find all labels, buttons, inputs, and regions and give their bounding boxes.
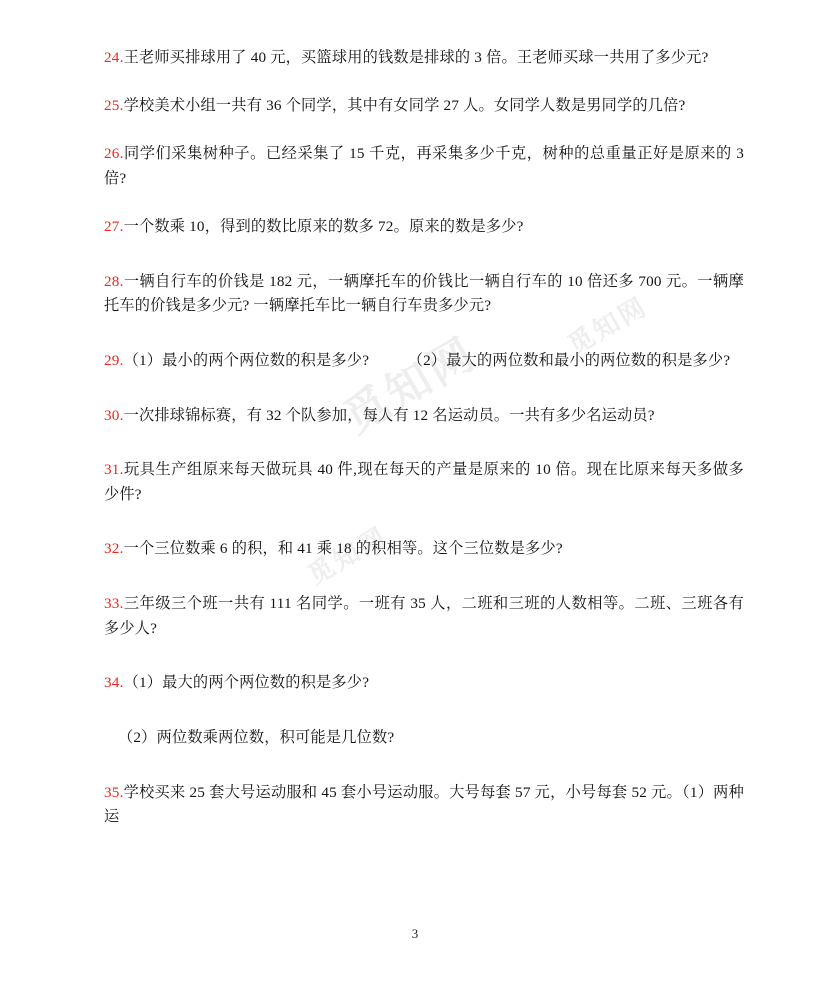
question-text: 一个三位数乘 6 的积，和 41 乘 18 的积相等。这个三位数是多少? [123, 540, 563, 558]
question-number: 28. [104, 272, 124, 290]
page-number: 3 [411, 926, 419, 941]
question-text: 三年级三个班一共有 111 名同学。一班有 35 人，二班和三班的人数相等。二班、三班各有多少人? [104, 595, 744, 637]
question-text: 同学们采集树种子。已经采集了 15 千克，再采集多少千克，树种的总重量正好是原来的 3 倍? [104, 145, 744, 187]
question-item [104, 94, 744, 119]
question-text: 一辆自行车的价钱是 182 元，一辆摩托车的价钱比一辆自行车的 10 倍还多 700 元。一辆摩托车的价钱是多少元? 一辆摩托车比一辆自行车贵多少元? [104, 272, 744, 315]
question-number: 32. [104, 540, 124, 558]
question-number: 25. [104, 97, 124, 115]
question-text: 玩具生产组原来每天做玩具 40 件,现在每天的产量是原来的 10 倍。现在比原来每天多做多少件? [104, 461, 744, 503]
question-item [104, 142, 744, 191]
question-item [104, 781, 744, 830]
question-number: 24. [104, 49, 124, 66]
question-item [104, 537, 744, 562]
question-number: 30. [104, 406, 124, 424]
question-text: （2）两位数乘两位数，积可能是几位数? [118, 728, 395, 746]
question-item [104, 46, 744, 71]
question-text: 学校买来 25 套大号运动服和 45 套小号运动服。大号每套 57 元，小号每套 52 元。（1）两种运 [104, 783, 744, 826]
question-text: （1）最小的两个两位数的积是多少? （2）最大的两位数和最小的两位数的积是多少? [123, 351, 731, 369]
question-number: 34. [104, 674, 124, 692]
question-text: 王老师买排球用了 40 元，买篮球用的钱数是排球的 3 倍。王老师买球一共用了多少元? [123, 49, 709, 66]
question-text: 一个数乘 10，得到的数比原来的数多 72。原来的数是多少? [123, 218, 524, 235]
question-number: 29. [104, 351, 124, 369]
question-item [104, 349, 744, 374]
watermark-main: 觅知网 [336, 328, 486, 443]
question-number: 35. [104, 783, 124, 801]
question-text: 一次排球锦标赛，有 32 个队参加，每人有 12 名运动员。一共有多少名运动员? [123, 406, 655, 424]
question-number: 33. [104, 595, 124, 612]
question-item [104, 458, 744, 507]
question-item [104, 592, 744, 641]
watermark-tertiary: 觅知网 [562, 290, 653, 361]
question-item [104, 671, 744, 696]
question-number: 27. [104, 218, 124, 235]
question-item [104, 404, 744, 429]
question-number: 31. [104, 461, 124, 479]
question-text: （1）最大的两个两位数的积是多少? [123, 674, 370, 692]
question-item [104, 270, 744, 319]
question-item [104, 726, 744, 751]
watermark-secondary: 觅知网 [302, 520, 393, 591]
question-text: 学校美术小组一共有 36 个同学，其中有女同学 27 人。女同学人数是男同学的几倍? [123, 97, 686, 115]
question-number: 26. [104, 145, 124, 163]
question-item [104, 215, 744, 240]
